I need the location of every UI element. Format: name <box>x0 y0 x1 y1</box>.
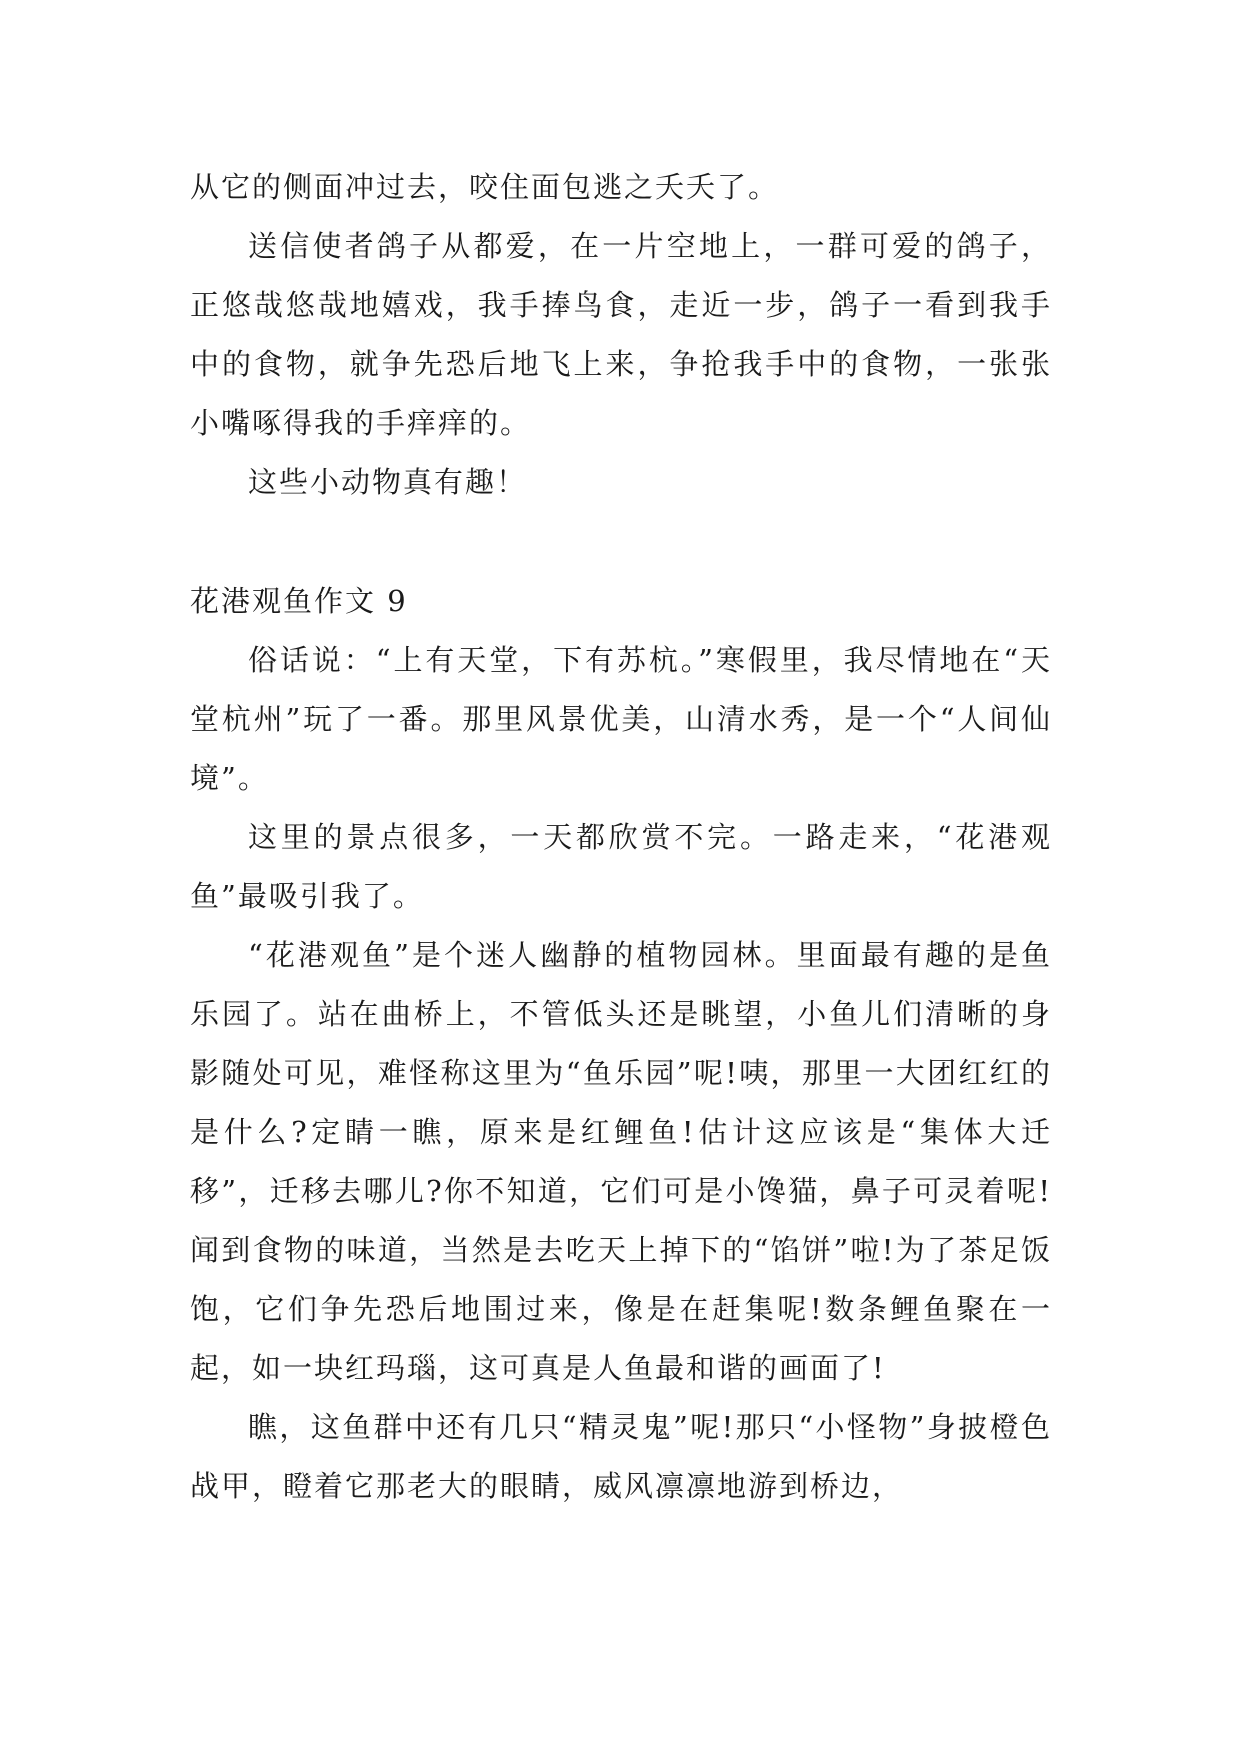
paragraph-fish-garden: “花港观鱼”是个迷人幽静的植物园林。里面最有趣的是鱼乐园了。站在曲桥上，不管低头还是眺望，小鱼儿们清晰的身影随处可见，难怪称这里为“鱼乐园”呢!咦，那里一大团红红的是什么?定睛一瞧，原来是红鲤鱼!估计这应该是“集体大迁移”，迁移去哪儿?你不知道，它们可是小馋猫，鼻子可灵着呢!闻到食物的味道，当然是去吃天上掉下的“馅饼”啦!为了茶足饭饱，它们争先恐后地围过来，像是在赶集呢!数条鲤鱼聚在一起，如一块红玛瑙，这可真是人鱼最和谐的画面了! <box>190 938 1052 1385</box>
paragraph-continued: 从它的侧面冲过去，咬住面包逃之夭夭了。 <box>190 170 780 204</box>
essay-heading: 花港观鱼作文 9 <box>190 584 408 618</box>
paragraph-conclusion: 这些小动物真有趣！ <box>248 465 528 499</box>
paragraph-pigeons: 送信使者鸽子从都爱，在一片空地上，一群可爱的鸽子，正悠哉悠哉地嬉戏，我手捧鸟食，走近一步，鸽子一看到我手中的食物，就争先恐后地飞上来，争抢我手中的食物，一张张小嘴啄得我的手痒痒的。 <box>190 229 1052 440</box>
paragraph-intro: 俗话说：“上有天堂，下有苏杭。”寒假里，我尽情地在“天堂杭州”玩了一番。那里风景优美，山清水秀，是一个“人间仙境”。 <box>190 643 1052 795</box>
document-body <box>190 158 1052 1516</box>
paragraph-scenery: 这里的景点很多，一天都欣赏不完。一路走来，“花港观鱼”最吸引我了。 <box>190 820 1052 913</box>
paragraph-fish-spirit: 瞧，这鱼群中还有几只“精灵鬼”呢!那只“小怪物”身披橙色战甲，瞪着它那老大的眼睛，威风凛凛地游到桥边， <box>190 1410 1052 1503</box>
